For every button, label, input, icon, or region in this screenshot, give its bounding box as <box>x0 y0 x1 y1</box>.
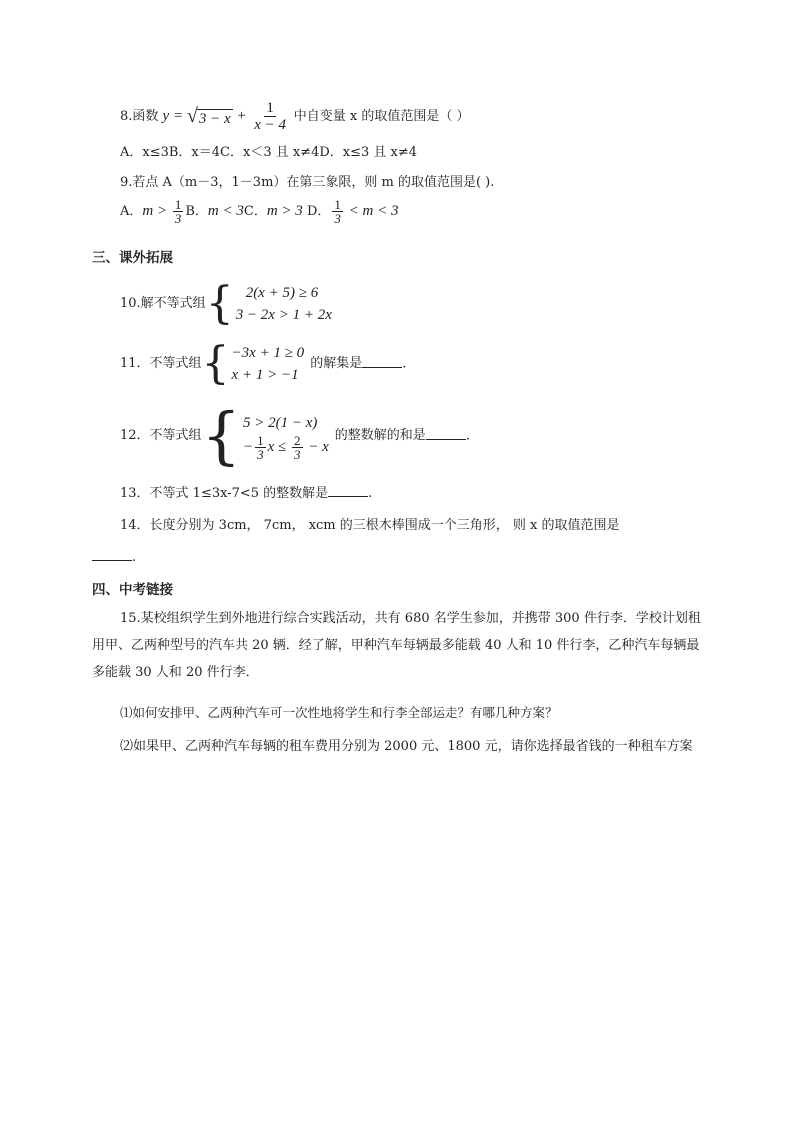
q12-eq2-frac2 <box>292 434 303 461</box>
q9-opt-c-label: C． <box>243 204 267 219</box>
q8-frac-den: x − 4 <box>254 117 287 133</box>
q8-radicand: 3 − x <box>198 110 231 127</box>
q12-eq1: 5 > 2(1 − x) <box>243 414 318 431</box>
q8-suffix: 中自变量 x 的取值范围是（ ） <box>293 108 470 124</box>
question-9: 9.若点 A（m－3，1－3m）在第三象限，则 m 的取值范围是( ). <box>120 175 495 190</box>
q9-opt-d-label: D． <box>302 204 331 219</box>
q9-opt-b-math: m < 3 <box>207 203 244 219</box>
q12-answer-blank <box>426 427 466 440</box>
q12-end: . <box>465 428 470 444</box>
left-brace-icon: { <box>201 338 230 389</box>
q8-func-lhs: y <box>162 107 170 124</box>
q12-eq2-minus: − <box>243 438 254 455</box>
q12-eq2-den2: 3 <box>294 446 301 462</box>
q10-label: 10.解不等式组 <box>120 296 206 311</box>
q9-options <box>120 198 398 225</box>
q11-answer-blank <box>362 355 402 368</box>
question-13 <box>120 484 372 504</box>
q12-eq2 <box>243 434 329 461</box>
question-10 <box>120 278 332 329</box>
q9-opt-a-num: 1 <box>174 197 182 212</box>
q12-eq2-num: 1 <box>257 432 264 448</box>
q13-answer-blank <box>328 484 368 497</box>
q9-opt-d-tail: < m < 3 <box>344 203 399 219</box>
q8-fraction <box>252 100 288 133</box>
q11-eq2: x + 1 > −1 <box>231 367 299 383</box>
section-3-title: 三、课外拓展 <box>92 250 173 266</box>
q14-end: . <box>132 550 137 565</box>
q9-opt-c-math: m > 3 <box>266 203 303 219</box>
q9-opt-a-frac <box>173 198 184 225</box>
q12-label: 12．不等式组 <box>120 428 202 443</box>
q13-end: . <box>368 486 373 501</box>
q12-eq2-mid: x ≤ <box>267 438 291 455</box>
q15-sub1: ⑴如何安排甲、乙两种汽车可一次性地将学生和行李全部运走？有哪几种方案？ <box>120 705 558 720</box>
q14-answer-line <box>92 548 136 568</box>
question-15: 15.某校组织学生到外地进行综合实践活动，共有 680 名学生参加，并携带 300 件行李．学校计划租用甲、乙两种型号的汽车共 20 辆．经了解，甲种汽车每辆最多能载 40 人和 10 件行李，乙种汽车每辆最多能载 30 人和 20 件行李． <box>92 611 701 680</box>
q10-eq1: 2(x + 5) ≥ 6 <box>245 285 319 301</box>
radical-icon: √ <box>186 104 198 127</box>
q11-label: 11．不等式组 <box>120 356 202 371</box>
q9-opt-d-frac <box>332 198 343 225</box>
q8-options: A．x≤3B．x＝4C．x＜3 且 x≠4D．x≤3 且 x≠4 <box>120 145 418 160</box>
q8-eq: = <box>169 107 187 124</box>
left-brace-icon: { <box>201 399 241 472</box>
q8-sqrt <box>187 106 233 128</box>
q12-eq2-num2: 2 <box>294 432 301 448</box>
q12-suffix: 的整数解的和是 <box>334 428 426 443</box>
q11-suffix: 的解集是 <box>310 356 363 371</box>
q15-sub2: ⑵如果甲、乙两种汽车每辆的租车费用分别为 2000 元、1800 元，请你选择最省钱的一种租车方案 <box>120 739 693 754</box>
q9-opt-d-den: 3 <box>334 211 341 226</box>
q9-opt-a-lhs: m > <box>142 203 171 219</box>
left-brace-icon: { <box>205 278 234 329</box>
question-8 <box>120 100 470 133</box>
q13-text: 13．不等式 1≤3x-7<5 的整数解是 <box>120 486 329 501</box>
q9-opt-a-den: 3 <box>174 211 182 226</box>
q9-opt-d-num: 1 <box>334 197 341 212</box>
q12-eq2-frac1 <box>255 434 266 461</box>
q10-eq2: 3 − 2x > 1 + 2x <box>235 307 332 323</box>
q14-answer-blank <box>92 548 132 561</box>
q9-opt-b-label: B． <box>185 204 208 219</box>
q12-eq2-tail: − x <box>304 438 329 455</box>
question-11 <box>120 338 407 389</box>
q8-function <box>162 100 294 133</box>
q11-end: . <box>402 356 407 372</box>
q11-system <box>201 338 305 389</box>
q9-opt-a-label: A． <box>120 204 143 219</box>
q8-frac-num: 1 <box>266 100 274 116</box>
q10-system <box>205 278 332 329</box>
section-4-title: 四、中考链接 <box>92 582 173 598</box>
q8-plus: + <box>232 107 251 124</box>
q12-system <box>201 399 329 472</box>
q12-eq2-den: 3 <box>257 446 264 462</box>
q8-prefix: 8.函数 <box>120 108 159 124</box>
question-12 <box>120 399 470 472</box>
q11-eq1: −3x + 1 ≥ 0 <box>231 345 305 361</box>
question-14: 14．长度分别为 3cm， 7cm， xcm 的三根木棒围成一个三角形， 则 x 的取值范围是 <box>120 518 620 533</box>
